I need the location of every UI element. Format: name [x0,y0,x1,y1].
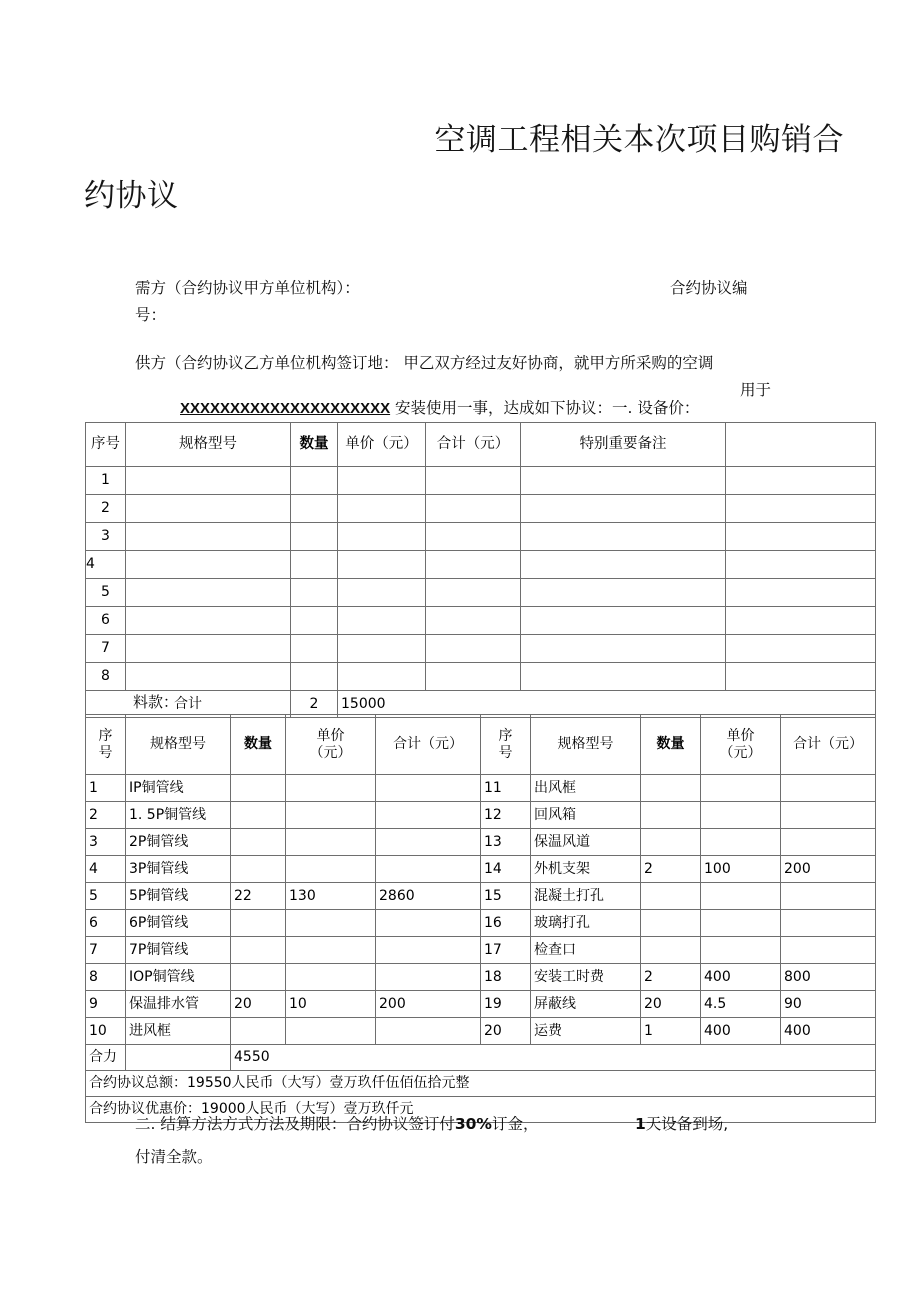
cell-qty-2[interactable]: 2 [641,856,701,883]
cell-model[interactable]: 3P铜管线 [126,856,231,883]
supply-party-label: 供方（合约协议乙方单位机构签订地： 甲乙双方经过友好协商，就甲方所采购的空调 [135,354,714,372]
cell-total-2[interactable]: 800 [781,964,876,991]
table-row [86,802,876,829]
col-header-extra [726,423,876,467]
cell-model-2[interactable]: 屏蔽线 [531,991,641,1018]
cell-seq: 9 [86,991,126,1018]
cell-seq: 7 [86,635,126,663]
cell-model-2[interactable]: 保温风道 [531,829,641,856]
cell-unit-price[interactable] [286,829,376,856]
cell-model-2[interactable]: 混凝土打孔 [531,883,641,910]
cell-model-2[interactable]: 玻璃打孔 [531,910,641,937]
summary-label: 合计 [86,691,291,718]
table-row [86,910,876,937]
table-row [86,937,876,964]
cell-extra [726,467,876,495]
cell-unit-price[interactable] [338,607,426,635]
cell-model[interactable]: 5P铜管线 [126,883,231,910]
cell-unit-price[interactable] [338,467,426,495]
cell-unit-price[interactable] [338,495,426,523]
cell-model[interactable] [126,579,291,607]
col-header-qty-left: 数量 [231,715,286,775]
cell-unit-price[interactable] [286,964,376,991]
cell-total[interactable] [426,607,521,635]
cell-unit-price[interactable] [338,635,426,663]
cell-model[interactable] [126,607,291,635]
cell-seq: 5 [86,579,126,607]
table-row [86,607,876,635]
table-row [86,551,876,579]
page-title [84,112,844,224]
cell-remark[interactable] [521,467,726,495]
payment-terms-prefix: 二. 结算方法方式方法及期限：合约协议签订付 [135,1115,455,1133]
cell-qty-2[interactable] [641,937,701,964]
table-row [86,635,876,663]
cell-seq-2: 17 [481,937,531,964]
cell-total[interactable] [426,523,521,551]
cell-model[interactable] [126,523,291,551]
col-header-qty: 数量 [291,423,338,467]
cell-extra [726,663,876,691]
cell-remark[interactable] [521,523,726,551]
cell-seq-2: 18 [481,964,531,991]
cell-total[interactable] [376,937,481,964]
cell-seq: 8 [86,964,126,991]
demand-party-block [135,275,835,329]
cell-seq: 7 [86,937,126,964]
cell-remark[interactable] [521,663,726,691]
summary-value: 4550 [231,1045,876,1071]
cell-unit-price-2[interactable]: 100 [701,856,781,883]
cell-model-2[interactable]: 回风箱 [531,802,641,829]
col-header-seq-right: 序 号 [481,715,531,775]
cell-model[interactable]: IP铜管线 [126,775,231,802]
demand-party-label: 需方（合约协议甲方单位机构）： [135,279,360,297]
cell-seq: 4 [86,551,126,579]
summary-amount: 15000 [338,691,876,718]
cell-total[interactable] [426,467,521,495]
cell-qty-2[interactable]: 20 [641,991,701,1018]
cell-unit-price-2[interactable]: 400 [701,1018,781,1045]
cell-total[interactable] [376,829,481,856]
cell-unit-price-2[interactable] [701,775,781,802]
cell-qty[interactable] [231,937,286,964]
cell-total[interactable] [426,635,521,663]
cell-extra [726,495,876,523]
cell-total-2[interactable] [781,883,876,910]
col-header-unit-price: 单价（元） [338,423,426,467]
cell-unit-price[interactable] [286,856,376,883]
cell-seq-2: 16 [481,910,531,937]
cell-qty-2[interactable] [641,883,701,910]
cell-model[interactable]: 1. 5P铜管线 [126,802,231,829]
cell-qty[interactable] [291,495,338,523]
blank-fill-suffix: 安装使用一事，达成如下协议：一. 设备价： [395,399,700,417]
cell-total-2[interactable] [781,829,876,856]
cell-unit-price-2[interactable] [701,829,781,856]
delivery-days: 1天设备到场, [635,1115,729,1133]
cell-extra [726,551,876,579]
col-header-unit-price-right: 单价 （元） [701,715,781,775]
cell-model[interactable]: 6P铜管线 [126,910,231,937]
materials-price-table [85,714,876,1123]
table-header-row [86,715,876,775]
contract-number-label-cont: 号： [135,306,167,324]
cell-qty[interactable] [231,775,286,802]
cell-qty[interactable] [231,856,286,883]
cell-qty[interactable]: 22 [231,883,286,910]
cell-total[interactable] [426,663,521,691]
col-header-model-right: 规格型号 [531,715,641,775]
summary-qty: 2 [291,691,338,718]
cell-total[interactable] [376,964,481,991]
cell-qty[interactable] [231,964,286,991]
table-row [86,991,876,1018]
cell-qty[interactable] [231,1018,286,1045]
cell-unit-price-2[interactable] [701,883,781,910]
cell-unit-price[interactable] [286,937,376,964]
cell-seq-2: 14 [481,856,531,883]
cell-qty-2[interactable] [641,910,701,937]
cell-total-2[interactable] [781,910,876,937]
cell-seq-2: 15 [481,883,531,910]
cell-model-2[interactable]: 运费 [531,1018,641,1045]
col-header-unit-price-left: 单价 （元） [286,715,376,775]
col-header-seq-left: 序 号 [86,715,126,775]
cell-seq: 1 [86,775,126,802]
blank-fill-line [180,397,880,420]
table-row [86,663,876,691]
cell-unit-price[interactable] [286,910,376,937]
cell-model[interactable]: 进风框 [126,1018,231,1045]
cell-seq: 2 [86,495,126,523]
cell-seq: 4 [86,856,126,883]
cell-model-2[interactable]: 安装工时费 [531,964,641,991]
cell-remark[interactable] [521,579,726,607]
cell-seq: 2 [86,802,126,829]
cell-unit-price-2[interactable] [701,802,781,829]
cell-unit-price[interactable] [286,802,376,829]
cell-qty-2[interactable] [641,802,701,829]
col-header-total: 合计（元） [426,423,521,467]
contract-total-row [86,1071,876,1097]
blank-fill-field[interactable]: XXXXXXXXXXXXXXXXXXXXX [180,400,391,417]
cell-total-2[interactable] [781,775,876,802]
table-row [86,829,876,856]
cell-model[interactable] [126,467,291,495]
cell-qty[interactable] [291,467,338,495]
cell-total[interactable] [426,495,521,523]
table-row [86,579,876,607]
cell-model[interactable]: 7P铜管线 [126,937,231,964]
cell-extra [726,635,876,663]
cell-seq-2: 13 [481,829,531,856]
cell-qty[interactable] [231,802,286,829]
cell-model[interactable]: 保温排水管 [126,991,231,1018]
cell-model-2[interactable]: 出风框 [531,775,641,802]
table-row [86,883,876,910]
cell-remark[interactable] [521,551,726,579]
cell-qty-2[interactable] [641,775,701,802]
cell-seq: 6 [86,910,126,937]
payment-terms-row [135,1108,865,1141]
cell-seq-2: 19 [481,991,531,1018]
cell-unit-price[interactable] [338,579,426,607]
cell-seq: 6 [86,607,126,635]
col-header-model: 规格型号 [126,423,291,467]
cell-model[interactable]: 2P铜管线 [126,829,231,856]
cell-total-2[interactable]: 90 [781,991,876,1018]
cell-model[interactable]: IOP铜管线 [126,964,231,991]
cell-seq-2: 11 [481,775,531,802]
cell-total[interactable] [426,551,521,579]
cell-qty[interactable] [291,663,338,691]
col-header-seq: 序号 [86,423,126,467]
cell-total[interactable] [376,910,481,937]
cell-unit-price[interactable] [338,663,426,691]
cell-model-2[interactable]: 外机支架 [531,856,641,883]
cell-qty[interactable] [291,579,338,607]
cell-seq: 8 [86,663,126,691]
payment-terms-block [135,1108,865,1174]
cell-total[interactable]: 200 [376,991,481,1018]
cell-extra [726,579,876,607]
title-line-1: 空调工程相关本次项目购销合 [434,122,844,158]
cell-qty[interactable] [231,829,286,856]
table-row [86,523,876,551]
cell-total-2[interactable] [781,937,876,964]
cell-unit-price-2[interactable]: 4.5 [701,991,781,1018]
cell-unit-price[interactable]: 10 [286,991,376,1018]
cell-seq: 3 [86,523,126,551]
cell-qty[interactable] [291,551,338,579]
cell-unit-price[interactable] [338,523,426,551]
cell-seq: 3 [86,829,126,856]
cell-total-2[interactable] [781,802,876,829]
summary-label: 合力 [86,1045,126,1071]
cell-qty[interactable]: 20 [231,991,286,1018]
cell-seq: 5 [86,883,126,910]
cell-seq-2: 20 [481,1018,531,1045]
cell-model[interactable] [126,551,291,579]
cell-unit-price[interactable] [286,1018,376,1045]
cell-qty[interactable] [291,635,338,663]
payment-percent: 30% [454,1115,492,1133]
cell-qty-2[interactable] [641,829,701,856]
cell-total[interactable] [376,802,481,829]
cell-qty[interactable] [231,910,286,937]
table-header-row [86,423,876,467]
cell-unit-price-2[interactable] [701,910,781,937]
supply-party-block [135,350,855,404]
equipment-price-table [85,422,876,718]
cell-qty-2[interactable]: 2 [641,964,701,991]
cell-total-2[interactable]: 200 [781,856,876,883]
table-row [86,856,876,883]
col-header-model-left: 规格型号 [126,715,231,775]
cell-remark[interactable] [521,607,726,635]
col-header-total-left: 合计（元） [376,715,481,775]
cell-total[interactable] [376,775,481,802]
summary-blank [126,1045,231,1071]
payment-terms-suffix: 订金， [491,1115,539,1133]
table-row [86,495,876,523]
cell-model[interactable] [126,663,291,691]
cell-unit-price-2[interactable] [701,937,781,964]
cell-qty[interactable] [291,607,338,635]
col-header-qty-right: 数量 [641,715,701,775]
cell-total-2[interactable]: 400 [781,1018,876,1045]
cell-unit-price[interactable]: 130 [286,883,376,910]
cell-total[interactable] [376,856,481,883]
cell-model[interactable] [126,495,291,523]
cell-qty[interactable] [291,523,338,551]
supply-party-continuation: 用于 [739,381,771,399]
col-header-remark: 特别重要备注 [521,423,726,467]
cell-extra [726,523,876,551]
demand-party-row [135,275,835,302]
contract-number-label: 合约协议编 [670,279,748,297]
materials-label: 料款： [133,693,179,711]
table-row [86,964,876,991]
cell-seq-2: 12 [481,802,531,829]
table-summary-row [86,1045,876,1071]
col-header-total-right: 合计（元） [781,715,876,775]
contract-discount-text: 合约协议优惠价：19000人民币（大写）壹万玖仟元 [86,1097,876,1123]
cell-unit-price[interactable] [286,775,376,802]
table-row [86,467,876,495]
cell-remark[interactable] [521,495,726,523]
contract-total-text: 合约协议总额：19550人民币（大写）壹万玖仟伍佰伍拾元整 [86,1071,876,1097]
cell-extra [726,607,876,635]
title-line-2: 约协议 [84,178,179,214]
cell-unit-price-2[interactable]: 400 [701,964,781,991]
table-row [86,775,876,802]
table-row [86,1018,876,1045]
cell-remark[interactable] [521,635,726,663]
cell-model-2[interactable]: 检查口 [531,937,641,964]
cell-total[interactable]: 2860 [376,883,481,910]
cell-seq: 1 [86,467,126,495]
cell-seq: 10 [86,1018,126,1045]
cell-qty-2[interactable]: 1 [641,1018,701,1045]
payment-terms-line2: 付清全款。 [135,1148,213,1166]
cell-total[interactable] [376,1018,481,1045]
cell-unit-price[interactable] [338,551,426,579]
cell-model[interactable] [126,635,291,663]
cell-total[interactable] [426,579,521,607]
